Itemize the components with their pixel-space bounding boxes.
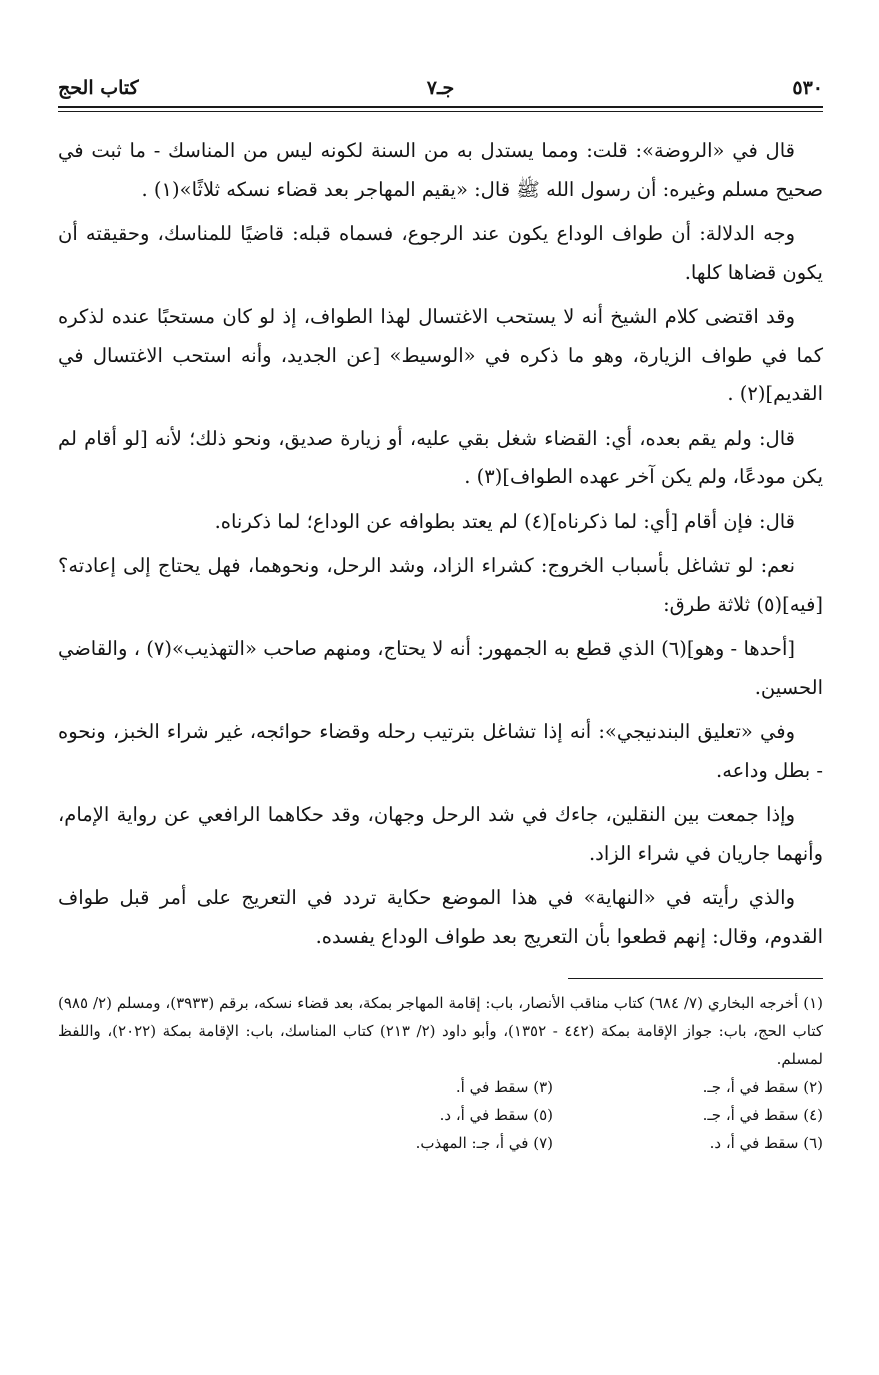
paragraph-7: [أحدها - وهو](٦) الذي قطع به الجمهور: أنه لا يحتاج، ومنهم صاحب «التهذيب»(٧) ، والقاضي الحسين.	[58, 637, 823, 699]
page-number: ٥٣٠	[792, 77, 823, 99]
paragraph-8: وفي «تعليق البندنيجي»: أنه إذا تشاغل بترتيب رحله وقضاء حوائجه، غير شراء الخبز، ونحوه - بطل وداعه.	[58, 720, 823, 782]
header-rule-thick	[58, 106, 823, 108]
paragraph-2: وجه الدلالة: أن طواف الوداع يكون عند الرجوع، فسماه قبله: قاضيًا للمناسك، وحقيقته أن يكون قضاها كلها.	[58, 222, 823, 284]
page	[58, 70, 823, 1157]
paragraph-10: والذي رأيته في «النهاية» في هذا الموضع حكاية تردد في التعريج على أمر قبل طواف القدوم، وقال: إنهم قطعوا بأن التعريج بعد طواف الوداع يفسده.	[58, 886, 823, 948]
body-text	[58, 132, 823, 956]
footnote-6: (٦) سقط في أ، د.	[709, 1134, 823, 1152]
paragraph-1: قال في «الروضة»: قلت: ومما يستدل به من السنة لكونه ليس من المناسك - ما ثبت في صحيح مسلم وغيره: أن رسول الله ﷺ قال: «يقيم المهاجر بعد قضاء نسكه ثلاثًا»(١) .	[58, 139, 823, 201]
paragraph-9: وإذا جمعت بين النقلين، جاءك في شد الرحل وجهان، وقد حكاهما الرافعي عن رواية الإمام، وأنهما جاريان في شراء الزاد.	[58, 803, 823, 865]
paragraph-6: نعم: لو تشاغل بأسباب الخروج: كشراء الزاد، وشد الرحل، ونحوهما، فهل يحتاج إلى إعادته؟ [فيه](٥) ثلاثة طرق:	[58, 554, 823, 616]
footnotes	[58, 989, 823, 1157]
footnote-3: (٣) سقط في أ.	[455, 1078, 553, 1096]
footnote-grid	[283, 1073, 823, 1157]
footnote-4: (٤) سقط في أ، جـ.	[702, 1106, 823, 1124]
header-rule-thin	[58, 111, 823, 112]
running-header	[58, 70, 823, 106]
volume-label: جـ٧	[426, 77, 455, 99]
footnote-2: (٢) سقط في أ، جـ.	[702, 1078, 823, 1096]
footnote-5: (٥) سقط في أ، د.	[439, 1106, 553, 1124]
paragraph-4: قال: ولم يقم بعده، أي: القضاء شغل بقي عليه، أو زيارة صديق، ونحو ذلك؛ لأنه [لو أقام لم يكن مودعًا، ولم يكن آخر عهده الطواف](٣) .	[58, 426, 823, 488]
book-title: كتاب الحج	[58, 77, 139, 99]
footnote-7: (٧) في أ، جـ: المهذب.	[415, 1134, 553, 1152]
paragraph-3: وقد اقتضى كلام الشيخ أنه لا يستحب الاغتسال لهذا الطواف، إذ لو كان مستحبًا عنده لذكره كما في طواف الزيارة، وهو ما ذكره في «الوسيط» [عن الجديد، وأنه استحب الاغتسال في القديم](٢) .	[58, 305, 823, 405]
footnote-separator	[568, 978, 823, 979]
footnote-1: (١) أخرجه البخاري (٧/ ٦٨٤) كتاب مناقب الأنصار، باب: إقامة المهاجر بمكة، بعد قضاء نسكه، برقم (٣٩٣٣)، ومسلم (٢/ ٩٨٥) كتاب الحج، باب: جواز الإقامة بمكة (٤٤٢ - ١٣٥٢)، وأبو داود (٢/ ٢١٣) كتاب المناسك، باب: الإقامة بمكة (٢٠٢٢)، واللفظ لمسلم.	[58, 994, 823, 1068]
paragraph-5: قال: فإن أقام [أي: لما ذكرناه](٤) لم يعتد بطوافه عن الوداع؛ لما ذكرناه.	[214, 509, 795, 533]
